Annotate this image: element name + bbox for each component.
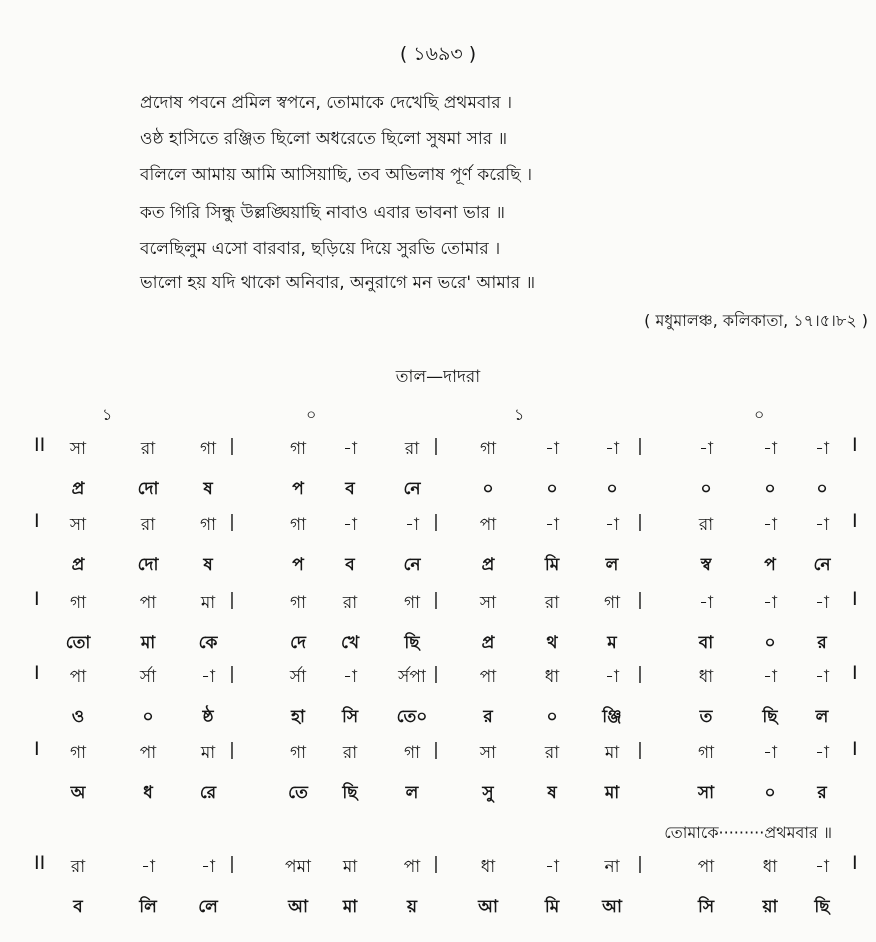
lyric-syllable: ০ — [142, 707, 154, 727]
swara-note: -া — [763, 439, 777, 459]
lyric-syllable: ও — [71, 707, 85, 727]
swara-note: -া — [605, 667, 619, 687]
swara-note: পা — [697, 857, 715, 877]
swara-note: রা — [342, 743, 358, 763]
swara-note: -া — [405, 515, 419, 535]
swara-note: -া — [815, 593, 829, 613]
lyric-syllable: তে — [288, 783, 308, 803]
lyric-syllable: ত — [699, 707, 713, 727]
row-start-bar: II — [34, 852, 46, 874]
swara-note: গা — [199, 515, 217, 535]
lyric-syllable: সি — [697, 897, 715, 917]
lyric-syllable: ছি — [814, 897, 830, 917]
swara-note: -া — [699, 439, 713, 459]
swara-note: -া — [815, 515, 829, 535]
lyric-syllable: স্ব — [700, 555, 712, 575]
bar-divider: | — [637, 854, 643, 874]
lyric-syllable: সি — [341, 707, 359, 727]
poem-line: ওষ্ঠ হাসিতে রঞ্জিত ছিলো অধরেতে ছিলো সুষমা সার ॥ — [140, 129, 508, 149]
swara-note: গা — [69, 593, 87, 613]
swara-note: ধা — [762, 857, 778, 877]
swara-note: গা — [69, 743, 87, 763]
swara-note: পা — [479, 515, 497, 535]
swara-note: না — [604, 857, 620, 877]
poem-line: বলেছিলুম এসো বারবার, ছড়িয়ে দিয়ে সুরভি তোমার । — [140, 239, 501, 259]
lyric-syllable: মা — [342, 897, 358, 917]
lyric-syllable: দো — [137, 479, 159, 499]
bar-divider: | — [229, 436, 235, 456]
bar-divider: | — [433, 436, 439, 456]
bar-divider: | — [229, 664, 235, 684]
lyric-syllable: ছি — [404, 633, 420, 653]
lyric-syllable: অ — [70, 783, 86, 803]
lyric-syllable: নে — [813, 555, 831, 575]
swara-note: -া — [815, 857, 829, 877]
swara-note: রা — [342, 593, 358, 613]
beat-marker: ১ — [102, 405, 113, 424]
row-end-bar: I — [852, 588, 858, 610]
swara-note: মা — [604, 743, 620, 763]
lyric-syllable: আ — [288, 897, 308, 917]
lyric-syllable: ০ — [700, 479, 712, 499]
row-end-bar: I — [852, 738, 858, 760]
lyric-syllable: প — [764, 555, 776, 575]
lyric-syllable: ব — [345, 555, 355, 575]
lyric-syllable: ব — [345, 479, 355, 499]
swara-note: গা — [403, 593, 421, 613]
swara-note: পা — [403, 857, 421, 877]
bar-divider: | — [433, 512, 439, 532]
swara-note: -া — [201, 667, 215, 687]
lyric-syllable: র — [483, 707, 493, 727]
lyric-syllable: প্র — [71, 479, 85, 499]
lyric-syllable: ০ — [482, 479, 494, 499]
lyric-syllable: র — [817, 633, 827, 653]
lyric-syllable: ০ — [606, 479, 618, 499]
lyric-syllable: ০ — [764, 633, 776, 653]
swara-note: -া — [605, 439, 619, 459]
lyric-syllable: ছি — [342, 783, 358, 803]
lyric-syllable: য় — [406, 897, 418, 917]
swara-note: -া — [141, 857, 155, 877]
swara-note: ধা — [480, 857, 496, 877]
swara-note: ধা — [544, 667, 560, 687]
lyric-syllable: ০ — [764, 783, 776, 803]
swara-note: -া — [699, 593, 713, 613]
swara-note: রা — [140, 439, 156, 459]
row-start-bar: I — [34, 510, 40, 532]
swara-note: পা — [479, 667, 497, 687]
poem-line: কত গিরি সিন্ধু উল্লঙ্ঘিয়াছি নাবাও এবার ভাবনা ভার ॥ — [140, 203, 506, 223]
poem-line: প্রদোষ পবনে প্রমিল স্বপনে, তোমাকে দেখেছি প্রথমবার । — [140, 93, 513, 113]
swara-note: গা — [289, 593, 307, 613]
lyric-syllable: বা — [698, 633, 714, 653]
bar-divider: | — [637, 740, 643, 760]
swara-note: মা — [200, 593, 216, 613]
poem-line: ভালো হয় যদি থাকো অনিবার, অনুরাগে মন ভরে' আমার ॥ — [140, 273, 536, 293]
attribution: ( মধুমালঞ্চ, কলিকাতা, ১৭।৫।৮২ ) — [644, 311, 868, 330]
bar-divider: | — [433, 854, 439, 874]
poem-line: বলিলে আমায় আমি আসিয়াছি, তব অভিলাষ পূর্ণ করেছি । — [140, 165, 533, 185]
lyric-syllable: প্র — [481, 633, 495, 653]
lyric-syllable: আ — [602, 897, 622, 917]
swara-note: -া — [815, 743, 829, 763]
swara-note: -া — [815, 667, 829, 687]
beat-marker: ০ — [754, 405, 765, 424]
swara-note: -া — [343, 667, 357, 687]
bar-divider: | — [433, 590, 439, 610]
row-start-bar: I — [34, 738, 40, 760]
lyric-syllable: প্র — [481, 555, 495, 575]
lyric-syllable: লে — [198, 897, 218, 917]
row-end-bar: I — [852, 434, 858, 456]
lyric-syllable: ষ — [547, 783, 557, 803]
lyric-syllable: ল — [815, 707, 829, 727]
swara-note: -া — [545, 515, 559, 535]
lyric-syllable: ছি — [762, 707, 778, 727]
row-start-bar: I — [34, 662, 40, 684]
swara-note: -া — [201, 857, 215, 877]
swara-note: পমা — [285, 857, 311, 877]
bar-divider: | — [637, 590, 643, 610]
lyric-syllable: আ — [478, 897, 498, 917]
lyric-syllable: প — [292, 479, 304, 499]
lyric-syllable: খে — [340, 633, 360, 653]
swara-note: রা — [140, 515, 156, 535]
lyric-syllable: ম — [607, 633, 617, 653]
bar-divider: | — [229, 740, 235, 760]
row-start-bar: II — [34, 434, 46, 456]
swara-note: গা — [603, 593, 621, 613]
swara-note: -া — [605, 515, 619, 535]
swara-note: -া — [763, 667, 777, 687]
swara-note: রা — [698, 515, 714, 535]
lyric-syllable: ০ — [764, 479, 776, 499]
lyric-syllable: নে — [403, 479, 421, 499]
refrain-note: তোমাকে·········প্রথমবার ॥ — [664, 823, 832, 842]
lyric-syllable: লি — [139, 897, 157, 917]
beat-marker: ১ — [514, 405, 525, 424]
bar-divider: | — [229, 512, 235, 532]
swara-note: গা — [289, 439, 307, 459]
lyric-syllable: মা — [140, 633, 156, 653]
swara-note: পা — [139, 743, 157, 763]
lyric-syllable: ঞ্জি — [602, 707, 622, 727]
swara-note: -া — [545, 857, 559, 877]
lyric-syllable: ধ — [143, 783, 153, 803]
lyric-syllable: রে — [199, 783, 217, 803]
bar-divider: | — [637, 664, 643, 684]
lyric-syllable: হা — [291, 707, 305, 727]
lyric-syllable: নে — [403, 555, 421, 575]
swara-note: রা — [544, 593, 560, 613]
row-end-bar: I — [852, 852, 858, 874]
page-number: ( ১৬৯৩ ) — [399, 43, 477, 65]
lyric-syllable: ষ — [203, 555, 213, 575]
swara-note: -া — [763, 593, 777, 613]
swara-note: গা — [479, 439, 497, 459]
lyric-syllable: য়া — [762, 897, 778, 917]
lyric-syllable: ব — [73, 897, 83, 917]
lyric-syllable: ল — [405, 783, 419, 803]
lyric-syllable: কে — [198, 633, 218, 653]
lyric-syllable: ০ — [546, 479, 558, 499]
swara-note: রা — [70, 857, 86, 877]
bar-divider: | — [637, 436, 643, 456]
lyric-syllable: ল — [605, 555, 619, 575]
swara-note: -া — [343, 515, 357, 535]
row-end-bar: I — [852, 510, 858, 532]
swara-note: সা — [479, 593, 497, 613]
swara-note: -া — [763, 743, 777, 763]
swara-note: রা — [544, 743, 560, 763]
lyric-syllable: দো — [137, 555, 159, 575]
swara-note: সা — [479, 743, 497, 763]
swara-note: -া — [545, 439, 559, 459]
swara-note: গা — [199, 439, 217, 459]
swara-note: পা — [139, 593, 157, 613]
lyric-syllable: থ — [546, 633, 558, 653]
swara-note: -া — [343, 439, 357, 459]
row-end-bar: I — [852, 662, 858, 684]
swara-note: গা — [289, 515, 307, 535]
swara-note: র্সা — [139, 667, 157, 687]
swara-note: গা — [697, 743, 715, 763]
swara-note: -া — [763, 515, 777, 535]
lyric-syllable: ষ্ঠ — [202, 707, 214, 727]
bar-divider: | — [229, 590, 235, 610]
lyric-syllable: ০ — [546, 707, 558, 727]
lyric-syllable: প্র — [71, 555, 85, 575]
beat-marker: ০ — [306, 405, 317, 424]
swara-note: ধা — [698, 667, 714, 687]
bar-divider: | — [229, 854, 235, 874]
lyric-syllable: তো — [65, 633, 91, 653]
swara-note: মা — [342, 857, 358, 877]
swara-note: গা — [289, 743, 307, 763]
lyric-syllable: সু — [482, 783, 494, 803]
row-start-bar: I — [34, 588, 40, 610]
swara-note: সা — [69, 439, 87, 459]
lyric-syllable: র — [817, 783, 827, 803]
swara-note: র্সপা — [398, 667, 426, 687]
lyric-syllable: সা — [697, 783, 715, 803]
lyric-syllable: তে০ — [396, 707, 428, 727]
swara-note: র্সা — [289, 667, 307, 687]
swara-note: রা — [404, 439, 420, 459]
bar-divider: | — [637, 512, 643, 532]
lyric-syllable: ষ — [203, 479, 213, 499]
swara-note: মা — [200, 743, 216, 763]
swara-note: পা — [69, 667, 87, 687]
tala-heading: তাল—দাদরা — [395, 367, 481, 387]
swara-note: -া — [815, 439, 829, 459]
bar-divider: | — [433, 664, 439, 684]
lyric-syllable: মি — [544, 555, 560, 575]
lyric-syllable: প — [292, 555, 304, 575]
lyric-syllable: দে — [290, 633, 306, 653]
lyric-syllable: মা — [604, 783, 620, 803]
lyric-syllable: ০ — [816, 479, 828, 499]
swara-note: সা — [69, 515, 87, 535]
bar-divider: | — [433, 740, 439, 760]
lyric-syllable: মি — [544, 897, 560, 917]
swara-note: গা — [403, 743, 421, 763]
